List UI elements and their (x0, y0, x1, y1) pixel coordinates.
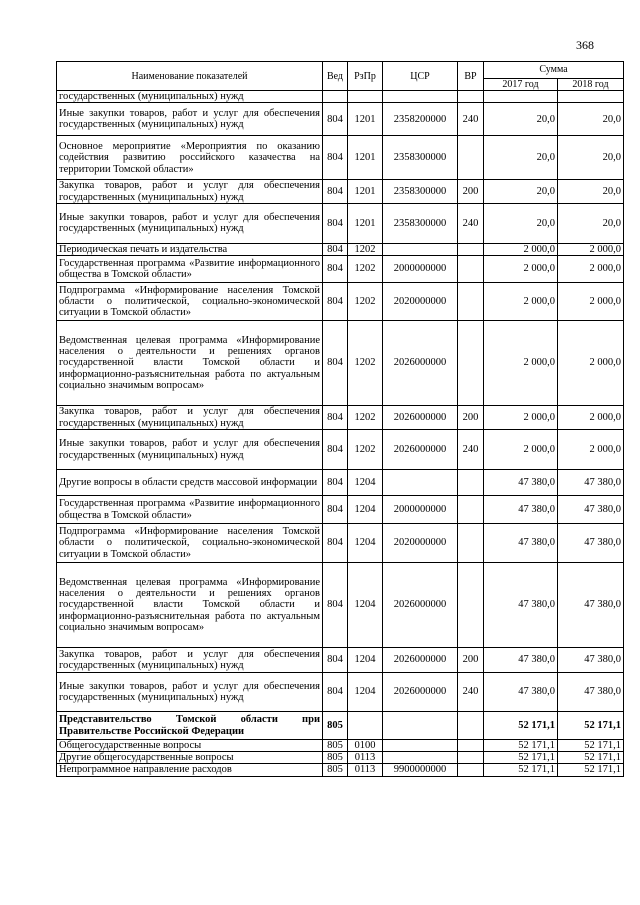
row-ved: 805 (323, 752, 348, 764)
header-ved: Вед (323, 62, 348, 91)
row-amount-2017: 47 380,0 (484, 524, 558, 563)
row-name: Другие общегосударственные вопросы (57, 752, 323, 764)
row-csr (383, 470, 458, 496)
row-amount-2017: 2 000,0 (484, 321, 558, 406)
row-rzpr: 1204 (348, 496, 383, 524)
page-number: 368 (576, 38, 594, 52)
row-rzpr: 1202 (348, 243, 383, 255)
row-amount-2018: 2 000,0 (558, 256, 624, 283)
row-ved: 804 (323, 256, 348, 283)
row-name: Непрограммное направление расходов (57, 764, 323, 776)
row-amount-2017: 2 000,0 (484, 430, 558, 470)
row-amount-2018: 47 380,0 (558, 673, 624, 712)
table-row (57, 648, 624, 673)
row-ved: 804 (323, 103, 348, 136)
row-name: Государственная программа «Развитие информационного общества в Томской области» (57, 496, 323, 524)
header-name: Наименование показателей (57, 62, 323, 91)
table-row (57, 740, 624, 752)
row-vr: 240 (458, 103, 484, 136)
row-amount-2017: 2 000,0 (484, 243, 558, 255)
header-year-2018: 2018 год (558, 79, 624, 91)
row-csr: 2000000000 (383, 496, 458, 524)
row-vr: 200 (458, 180, 484, 203)
row-name: Иные закупки товаров, работ и услуг для обеспечения государственных (муниципальных) нужд (57, 673, 323, 712)
row-rzpr: 1202 (348, 430, 383, 470)
row-csr: 2026000000 (383, 430, 458, 470)
table-row (57, 470, 624, 496)
table-row (57, 712, 624, 740)
row-rzpr: 1201 (348, 180, 383, 203)
row-ved: 804 (323, 180, 348, 203)
row-name: Представительство Томской области при Правительстве Российской Федерации (57, 712, 323, 740)
table-row (57, 430, 624, 470)
row-amount-2018: 47 380,0 (558, 470, 624, 496)
row-amount-2018: 52 171,1 (558, 712, 624, 740)
row-ved: 804 (323, 430, 348, 470)
row-vr: 240 (458, 430, 484, 470)
row-csr: 2026000000 (383, 563, 458, 648)
row-name: Подпрограмма «Информирование населения Томской области о политической, социально-экономической ситуации в Томской области» (57, 283, 323, 321)
row-vr (458, 712, 484, 740)
row-amount-2018: 2 000,0 (558, 321, 624, 406)
row-rzpr: 1204 (348, 524, 383, 563)
row-name: Государственная программа «Развитие информационного общества в Томской области» (57, 256, 323, 283)
row-name: Ведомственная целевая программа «Информирование населения о деятельности и решениях органов государственной власти Томской области и информационно-разъяснительная работа по актуальным социально значимым вопросам» (57, 321, 323, 406)
row-ved: 804 (323, 406, 348, 430)
row-vr (458, 256, 484, 283)
table-row (57, 321, 624, 406)
row-amount-2018 (558, 91, 624, 103)
row-amount-2017: 20,0 (484, 180, 558, 203)
row-amount-2018: 47 380,0 (558, 496, 624, 524)
row-name: Общегосударственные вопросы (57, 740, 323, 752)
row-rzpr: 0100 (348, 740, 383, 752)
header-year-2017: 2017 год (484, 79, 558, 91)
row-csr: 2358300000 (383, 180, 458, 203)
row-amount-2018: 20,0 (558, 103, 624, 136)
row-rzpr: 1202 (348, 321, 383, 406)
row-amount-2017: 20,0 (484, 136, 558, 180)
table-row (57, 673, 624, 712)
row-csr (383, 91, 458, 103)
row-vr (458, 524, 484, 563)
header-sum: Сумма (484, 62, 624, 79)
row-name: Подпрограмма «Информирование населения Томской области о политической, социально-экономической ситуации в Томской области» (57, 524, 323, 563)
row-amount-2018: 52 171,1 (558, 740, 624, 752)
row-csr: 2026000000 (383, 406, 458, 430)
row-amount-2018: 20,0 (558, 136, 624, 180)
table-row (57, 752, 624, 764)
row-amount-2017: 2 000,0 (484, 256, 558, 283)
row-rzpr: 0113 (348, 764, 383, 776)
row-rzpr: 1202 (348, 406, 383, 430)
row-amount-2017 (484, 91, 558, 103)
row-vr (458, 470, 484, 496)
row-vr (458, 321, 484, 406)
table-body (57, 91, 624, 776)
row-ved: 804 (323, 136, 348, 180)
row-amount-2017: 47 380,0 (484, 563, 558, 648)
row-vr (458, 91, 484, 103)
row-amount-2017: 47 380,0 (484, 648, 558, 673)
row-amount-2018: 52 171,1 (558, 764, 624, 776)
row-vr (458, 752, 484, 764)
row-vr: 240 (458, 673, 484, 712)
row-amount-2018: 47 380,0 (558, 648, 624, 673)
row-name: Периодическая печать и издательства (57, 243, 323, 255)
row-ved: 804 (323, 321, 348, 406)
table-row (57, 243, 624, 255)
row-amount-2017: 52 171,1 (484, 764, 558, 776)
row-ved: 805 (323, 764, 348, 776)
row-amount-2017: 47 380,0 (484, 496, 558, 524)
row-vr (458, 740, 484, 752)
row-rzpr: 1204 (348, 648, 383, 673)
row-vr (458, 243, 484, 255)
row-amount-2017: 20,0 (484, 203, 558, 243)
row-rzpr: 0113 (348, 752, 383, 764)
row-name: Иные закупки товаров, работ и услуг для обеспечения государственных (муниципальных) нужд (57, 203, 323, 243)
row-amount-2017: 47 380,0 (484, 470, 558, 496)
row-ved: 804 (323, 648, 348, 673)
row-vr (458, 136, 484, 180)
header-csr: ЦСР (383, 62, 458, 91)
row-csr: 2358300000 (383, 203, 458, 243)
table-row (57, 103, 624, 136)
table-row (57, 256, 624, 283)
row-amount-2018: 2 000,0 (558, 243, 624, 255)
row-amount-2017: 47 380,0 (484, 673, 558, 712)
row-amount-2018: 52 171,1 (558, 752, 624, 764)
row-name: Основное мероприятие «Мероприятия по оказанию содействия развитию российского казачества на территории Томской области» (57, 136, 323, 180)
row-vr (458, 764, 484, 776)
row-amount-2017: 2 000,0 (484, 283, 558, 321)
table-row (57, 764, 624, 776)
row-vr: 200 (458, 406, 484, 430)
row-rzpr (348, 91, 383, 103)
row-ved: 804 (323, 283, 348, 321)
row-ved: 804 (323, 524, 348, 563)
row-rzpr: 1201 (348, 103, 383, 136)
row-name: Ведомственная целевая программа «Информирование населения о деятельности и решениях органов государственной власти Томской области и информационно-разъяснительная работа по актуальным социально значимым вопросам» (57, 563, 323, 648)
row-rzpr: 1202 (348, 256, 383, 283)
row-rzpr: 1202 (348, 283, 383, 321)
row-amount-2017: 2 000,0 (484, 406, 558, 430)
row-rzpr: 1204 (348, 563, 383, 648)
row-csr: 2000000000 (383, 256, 458, 283)
header-vr: ВР (458, 62, 484, 91)
row-ved: 804 (323, 243, 348, 255)
row-csr: 2026000000 (383, 321, 458, 406)
row-csr: 9900000000 (383, 764, 458, 776)
row-rzpr: 1204 (348, 470, 383, 496)
table-row (57, 524, 624, 563)
row-amount-2017: 52 171,1 (484, 752, 558, 764)
row-csr: 2358200000 (383, 103, 458, 136)
row-csr (383, 740, 458, 752)
row-vr (458, 496, 484, 524)
row-amount-2018: 47 380,0 (558, 524, 624, 563)
row-amount-2018: 47 380,0 (558, 563, 624, 648)
table-row (57, 406, 624, 430)
row-name: Закупка товаров, работ и услуг для обеспечения государственных (муниципальных) нужд (57, 180, 323, 203)
table-row (57, 136, 624, 180)
table-row (57, 180, 624, 203)
table-row (57, 496, 624, 524)
row-name: Иные закупки товаров, работ и услуг для обеспечения государственных (муниципальных) нужд (57, 103, 323, 136)
row-ved: 804 (323, 673, 348, 712)
table-row (57, 91, 624, 103)
row-ved: 804 (323, 496, 348, 524)
row-ved: 804 (323, 563, 348, 648)
row-ved: 804 (323, 470, 348, 496)
row-name: Иные закупки товаров, работ и услуг для обеспечения государственных (муниципальных) нужд (57, 430, 323, 470)
row-csr (383, 712, 458, 740)
row-name: Закупка товаров, работ и услуг для обеспечения государственных (муниципальных) нужд (57, 406, 323, 430)
table-row (57, 203, 624, 243)
row-csr: 2026000000 (383, 673, 458, 712)
table-row (57, 563, 624, 648)
row-csr: 2020000000 (383, 283, 458, 321)
row-ved: 805 (323, 712, 348, 740)
row-rzpr (348, 712, 383, 740)
row-csr: 2020000000 (383, 524, 458, 563)
row-name: Другие вопросы в области средств массовой информации (57, 470, 323, 496)
row-csr (383, 243, 458, 255)
row-rzpr: 1201 (348, 203, 383, 243)
row-amount-2018: 2 000,0 (558, 283, 624, 321)
budget-table (56, 61, 624, 777)
row-amount-2018: 20,0 (558, 203, 624, 243)
row-csr: 2026000000 (383, 648, 458, 673)
header-rzpr: РзПр (348, 62, 383, 91)
row-amount-2018: 20,0 (558, 180, 624, 203)
row-vr: 200 (458, 648, 484, 673)
row-rzpr: 1204 (348, 673, 383, 712)
row-amount-2017: 20,0 (484, 103, 558, 136)
row-amount-2017: 52 171,1 (484, 712, 558, 740)
row-vr: 240 (458, 203, 484, 243)
row-amount-2018: 2 000,0 (558, 430, 624, 470)
row-name: Закупка товаров, работ и услуг для обеспечения государственных (муниципальных) нужд (57, 648, 323, 673)
row-vr (458, 563, 484, 648)
table-row (57, 283, 624, 321)
row-csr: 2358300000 (383, 136, 458, 180)
row-ved: 804 (323, 203, 348, 243)
row-name: государственных (муниципальных) нужд (57, 91, 323, 103)
row-ved (323, 91, 348, 103)
row-ved: 805 (323, 740, 348, 752)
row-amount-2017: 52 171,1 (484, 740, 558, 752)
row-rzpr: 1201 (348, 136, 383, 180)
row-vr (458, 283, 484, 321)
row-amount-2018: 2 000,0 (558, 406, 624, 430)
row-csr (383, 752, 458, 764)
